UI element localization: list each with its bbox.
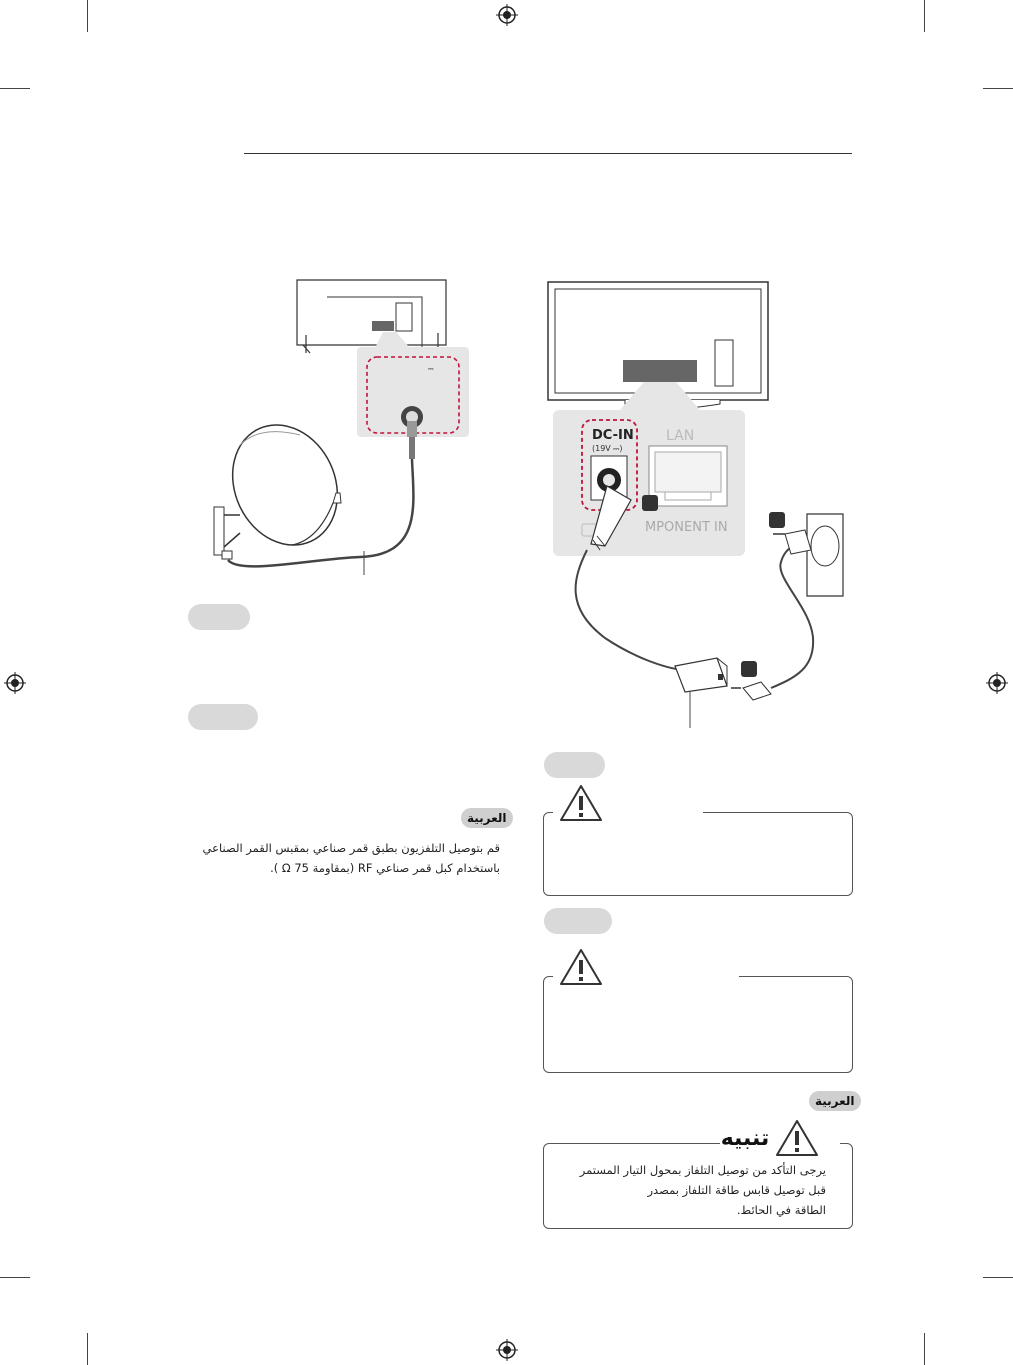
satellite-instruction-line1: قم بتوصيل التلفزيون بطبق قمر صناعي بمقبس القمر الصناعي (202, 841, 500, 855)
wall-socket-icon (785, 514, 843, 596)
component-in-label: MPONENT IN (645, 520, 728, 535)
section-pill (544, 908, 612, 934)
port-zoom-panel (553, 410, 745, 556)
satellite-connection-diagram (200, 275, 480, 580)
port-zoom-panel (357, 347, 469, 437)
callout-marker (741, 661, 757, 677)
power-connection-diagram (545, 278, 850, 733)
registration-mark-icon (986, 672, 1008, 694)
tv-back-outline (548, 282, 768, 410)
registration-mark-icon (4, 672, 26, 694)
satellite-instruction-line2: باستخدام كبل قمر صناعي RF (بمقاومة 75 Ω ). (270, 861, 500, 875)
caution-line3: الطاقة في الحائط. (736, 1203, 826, 1217)
section-pill (544, 752, 605, 778)
crop-mark (0, 1277, 30, 1278)
crop-mark (0, 88, 30, 89)
registration-mark-icon (496, 1339, 518, 1361)
cable-connector (409, 437, 415, 459)
warning-triangle-icon (558, 947, 604, 987)
lan-label: LAN (666, 428, 695, 444)
crop-mark (87, 0, 88, 32)
warning-triangle-icon (774, 1118, 820, 1158)
dc-symbol: ⎓) (613, 444, 623, 453)
language-badge: العربية (461, 808, 513, 828)
caution-box (543, 976, 853, 1073)
header-rule (244, 153, 852, 154)
tv-back-outline (297, 280, 446, 353)
language-badge: العربية (809, 1091, 861, 1111)
crop-mark (983, 88, 1013, 89)
crop-mark (924, 0, 925, 32)
caution-line2: قبل توصيل قابس طاقة التلفاز بمصدر (647, 1183, 826, 1197)
callout-marker (642, 495, 658, 511)
caution-box (543, 812, 853, 896)
satellite-dish-icon (213, 408, 356, 563)
crop-mark (983, 1277, 1013, 1278)
caution-line1: يرجى التأكد من توصيل التلفاز بمحول التيار المستمر (579, 1163, 826, 1177)
registration-mark-icon (496, 4, 518, 26)
callout-marker (769, 512, 785, 528)
crop-mark (87, 1333, 88, 1365)
power-adapter-icon (675, 658, 727, 692)
section-pill (188, 604, 250, 630)
caution-title: تنبيه (720, 1126, 770, 1151)
dc-voltage-label: (19V (592, 444, 611, 453)
warning-triangle-icon (558, 783, 604, 823)
svg-text:⎓: ⎓ (428, 365, 434, 373)
dc-cable (576, 550, 683, 670)
dc-in-label: DC-IN (592, 428, 634, 443)
section-pill (188, 704, 258, 730)
crop-mark (924, 1333, 925, 1365)
